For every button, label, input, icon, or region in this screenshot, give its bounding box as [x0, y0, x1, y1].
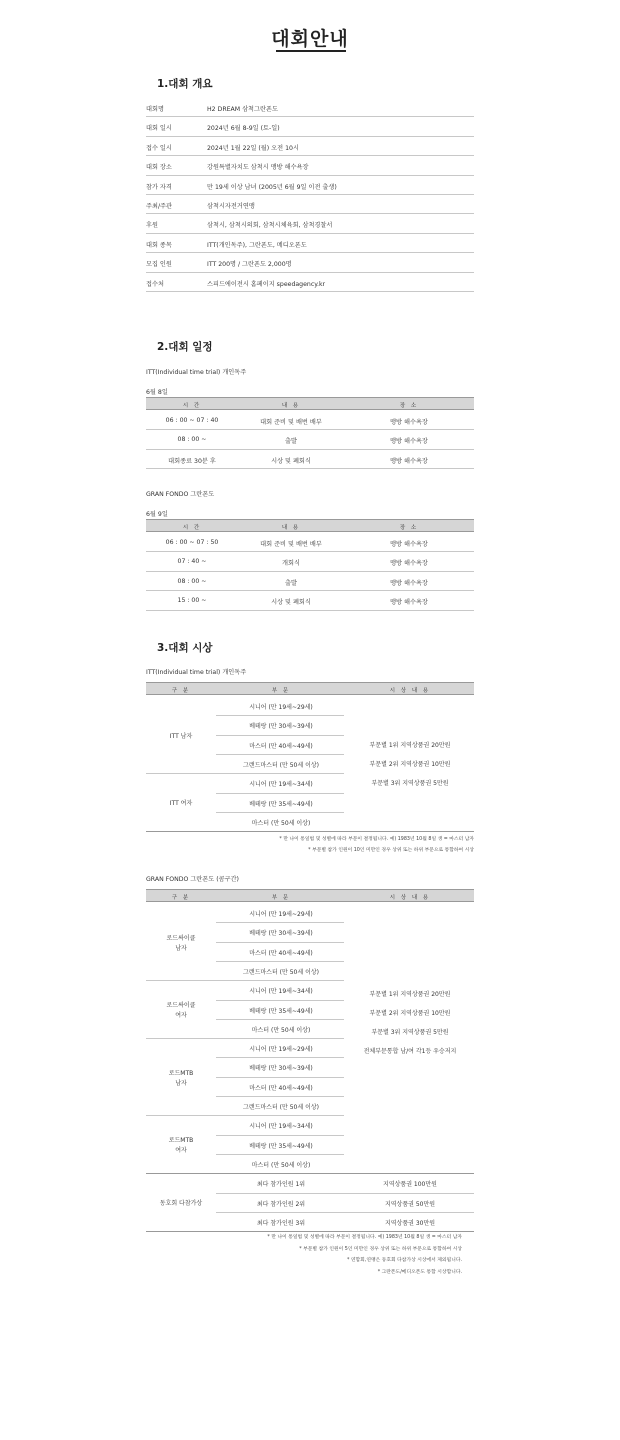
prize-text: 부문별 2위 지역상품권 10만원: [369, 761, 451, 768]
row-divider: [216, 735, 344, 736]
schedule-row: [146, 430, 474, 449]
overview-key: 대회 종목: [146, 241, 172, 249]
schedule-row: [146, 552, 474, 571]
group-label-line2: 남자: [175, 1079, 187, 1087]
itt-awards-header: [146, 682, 474, 695]
overview-key: 접수처: [146, 280, 164, 288]
header-group: 구 분: [171, 895, 191, 901]
overview-heading: 1.대회 개요: [157, 78, 213, 90]
table-bottom: [146, 831, 474, 832]
division-label: 마스터 (만 40세~49세): [249, 949, 313, 957]
group-label-line2: 여자: [175, 1147, 187, 1155]
schedule-content: 대회 준비 및 배번 배부: [260, 541, 322, 548]
group-label-line2: 여자: [175, 1012, 187, 1020]
row-divider: [216, 1019, 344, 1020]
gf-schedule-label: GRAN FONDO 그란폰도: [146, 491, 215, 498]
schedule-heading: 2.대회 일정: [157, 341, 213, 353]
division-label: 베테랑 (만 35세~49세): [249, 1142, 313, 1150]
header-time: 시 간: [182, 525, 202, 531]
itt-awards-label: ITT(Individual time trial) 개인독주: [146, 669, 247, 676]
overview-row: [146, 156, 474, 175]
prize-text: 부문별 3위 지역상품권 5만원: [371, 1029, 449, 1036]
header-division: 부 문: [271, 688, 291, 694]
division-label: 베테랑 (만 30세~39세): [249, 1065, 313, 1073]
page-title: 대회안내: [271, 28, 349, 50]
group-divider: [146, 980, 344, 981]
footnote: * 만 나이 통일법 및 성별에 따라 부문이 결정됩니다. 예) 1983년 10월 8일 생 = 마스터 남자: [267, 1235, 462, 1240]
overview-row: [146, 253, 474, 272]
overview-key: 대회 장소: [146, 164, 172, 172]
row-divider: [216, 1154, 344, 1155]
overview-key: 주최/주관: [146, 203, 172, 210]
club-division: 최다 참가인원 2위: [256, 1200, 306, 1208]
division-label: 시니어 (만 19세~34세): [249, 988, 313, 996]
schedule-row: [146, 450, 474, 469]
row-divider: [216, 793, 344, 794]
schedule-row: [146, 533, 474, 552]
division-label: 마스터 (만 50세 이상): [251, 1161, 311, 1169]
division-label: 베테랑 (만 30세~39세): [249, 930, 313, 938]
schedule-time: 대회종료 30분 후: [168, 457, 216, 465]
overview-key: 모집 인원: [146, 261, 172, 269]
club-prize: 지역상품권 30만원: [384, 1219, 436, 1227]
group-label-line1: 로드MTB: [168, 1137, 194, 1145]
overview-value: 스피드에이전시 홈페이지 speedagency.kr: [207, 280, 326, 288]
row-divider: [216, 1135, 344, 1136]
prize-text: 부문별 3위 지역상품권 5만원: [371, 780, 449, 787]
schedule-row: [146, 572, 474, 591]
group-label-itt-female: ITT 여자: [169, 800, 193, 808]
overview-key: 대회 일시: [146, 125, 172, 133]
itt-schedule-date: 6월 8일: [146, 389, 168, 396]
schedule-content: 개회식: [282, 560, 300, 568]
schedule-place: 맹방 해수욕장: [390, 599, 428, 607]
club-division: 최다 참가인원 3위: [256, 1219, 306, 1227]
footnote: * 그란폰도/메디오폰도 통합 시상합니다.: [377, 1269, 462, 1275]
header-division: 부 문: [271, 895, 291, 901]
row-divider: [216, 715, 344, 716]
division-label: 그랜드마스터 (만 50세 이상): [243, 968, 319, 976]
row-divider: [216, 1057, 344, 1058]
group-divider: [146, 1115, 344, 1116]
schedule-time: 06 : 00 ~ 07 : 50: [165, 539, 219, 546]
schedule-time: 08 : 00 ~: [177, 577, 207, 585]
division-label: 마스터 (만 50세 이상): [251, 819, 311, 827]
gf-schedule-header: [146, 519, 474, 532]
footnote: * 부문별 참가 인원이 10인 미만인 경우 상위 또는 하위 부문으로 통합하여 시상: [308, 848, 474, 853]
row-divider: [216, 942, 344, 943]
awards-heading: 3.대회 시상: [157, 642, 213, 654]
overview-value: 만 19세 이상 남녀 (2005년 6월 9일 이전 출생): [207, 183, 337, 191]
division-label: 마스터 (만 40세~49세): [249, 1084, 313, 1092]
schedule-content: 시상 및 폐회식: [271, 457, 311, 465]
overview-value: ITT 200명 / 그란폰도 2,000명: [207, 261, 292, 269]
overview-row: [146, 273, 474, 292]
division-label: 베테랑 (만 30세~39세): [249, 723, 313, 731]
schedule-place: 맹방 해수욕장: [390, 560, 428, 568]
gf-awards-header: [146, 889, 474, 902]
group-label-line2: 남자: [175, 944, 187, 952]
group-label-line1: 로드싸이클: [166, 1002, 196, 1010]
group-divider: [146, 1038, 344, 1039]
club-prize: 지역상품권 100만원: [383, 1181, 437, 1189]
schedule-place: 맹방 해수욕장: [390, 419, 428, 426]
header-group: 구 분: [171, 688, 191, 694]
schedule-row: [146, 411, 474, 430]
row-divider: [216, 1000, 344, 1001]
division-label: 그랜드마스터 (만 50세 이상): [243, 1104, 319, 1111]
gf-schedule-date: 6월 9일: [146, 511, 168, 518]
overview-key: 후원: [146, 222, 158, 230]
row-divider: [216, 961, 344, 962]
schedule-time: 06 : 00 ~ 07 : 40: [165, 417, 219, 424]
overview-value: 삼척시자전거연맹: [207, 203, 255, 210]
footnote: * 부문별 참가 인원이 5인 미만인 경우 상위 또는 하위 부문으로 통합하여 시상: [299, 1246, 462, 1252]
schedule-row: [146, 591, 474, 610]
overview-row: [146, 176, 474, 195]
schedule-time: 15 : 00 ~: [177, 597, 207, 605]
header-content: 내 용: [281, 403, 301, 409]
schedule-content: 대회 준비 및 배번 배부: [260, 419, 322, 426]
division-label: 시니어 (만 19세~34세): [249, 1123, 313, 1131]
division-label: 베테랑 (만 35세~49세): [249, 800, 313, 808]
header-prize: 시 상 내 용: [389, 688, 431, 694]
schedule-place: 맹방 해수욕장: [390, 579, 428, 587]
footnote: * 연합회,연맹은 동호회 다참가상 시상에서 제외됩니다.: [346, 1258, 462, 1263]
overview-row: [146, 234, 474, 253]
footnote: * 만 나이 통일법 및 성별에 따라 부문이 결정됩니다. 예) 1983년 10월 8일 생 = 마스터 남자: [279, 837, 474, 842]
overview-row: [146, 195, 474, 214]
header-content: 내 용: [281, 525, 301, 531]
group-label-itt-male: ITT 남자: [169, 732, 193, 740]
overview-value: 삼척시, 삼척시의회, 삼척시체육회, 삼척경찰서: [207, 222, 333, 230]
overview-value: 2024년 6월 8-9일 (토-일): [207, 125, 280, 133]
header-place: 장 소: [399, 525, 419, 531]
overview-value: H2 DREAM 삼척그란폰도: [207, 106, 278, 113]
row-divider: [216, 754, 344, 755]
division-label: 마스터 (만 40세~49세): [249, 742, 313, 750]
group-label-line1: 로드싸이클: [166, 934, 196, 942]
division-label: 마스터 (만 50세 이상): [251, 1026, 311, 1034]
prize-section-divider: [146, 1173, 474, 1174]
overview-value: ITT(개인독주), 그란폰도, 메디오폰도: [207, 241, 307, 249]
header-time: 시 간: [182, 403, 202, 409]
itt-schedule-label: ITT(Individual time trial) 개인독주: [146, 369, 247, 376]
prize-text: 부문별 1위 지역상품권 20만원: [369, 742, 451, 749]
schedule-time: 08 : 00 ~: [177, 436, 207, 444]
prize-text: 부문별 1위 지역상품권 20만원: [369, 991, 451, 998]
division-label: 시니어 (만 19세~29세): [249, 911, 313, 918]
overview-value: 2024년 1월 22일 (월) 오전 10시: [207, 144, 299, 152]
schedule-content: 출발: [285, 579, 297, 587]
division-label: 시니어 (만 19세~34세): [249, 781, 313, 789]
itt-schedule-header: [146, 397, 474, 410]
overview-row: [146, 214, 474, 233]
division-label: 베테랑 (만 35세~49세): [249, 1007, 313, 1015]
row-divider: [216, 1096, 344, 1097]
row-divider: [216, 1077, 344, 1078]
header-place: 장 소: [399, 403, 419, 409]
header-prize: 시 상 내 용: [389, 895, 431, 901]
schedule-place: 맹방 해수욕장: [390, 541, 428, 548]
overview-key: 대회명: [146, 106, 164, 113]
division-label: 시니어 (만 19세~29세): [249, 1046, 313, 1054]
row-divider: [216, 1212, 474, 1213]
overview-value: 강원특별자치도 삼척시 맹방 해수욕장: [207, 164, 309, 172]
title-underline: [276, 50, 346, 52]
overview-row: [146, 117, 474, 136]
overview-key: 접수 일시: [146, 144, 172, 152]
prize-text: 전체부문통합 남/여 각1등 우승저지: [363, 1048, 457, 1055]
group-label-line1: 로드MTB: [168, 1069, 194, 1077]
row-divider: [216, 812, 344, 813]
club-group-label: 동호회 다참가상: [159, 1200, 203, 1208]
gf-awards-label: GRAN FONDO 그란폰도 (콤구간): [146, 876, 239, 883]
overview-row: [146, 137, 474, 156]
table-bottom: [146, 1231, 474, 1232]
schedule-place: 맹방 해수욕장: [390, 457, 428, 465]
schedule-place: 맹방 해수욕장: [390, 438, 428, 446]
overview-row: [146, 98, 474, 117]
club-prize: 지역상품권 50만원: [384, 1200, 436, 1208]
division-label: 시니어 (만 19세~29세): [249, 704, 313, 711]
schedule-content: 시상 및 폐회식: [271, 599, 311, 607]
row-divider: [216, 922, 344, 923]
schedule-time: 07 : 40 ~: [177, 558, 207, 566]
overview-key: 참가 자격: [146, 183, 172, 191]
schedule-content: 출발: [285, 438, 297, 446]
prize-text: 부문별 2위 지역상품권 10만원: [369, 1010, 451, 1017]
row-divider: [216, 1193, 474, 1194]
division-label: 그랜드마스터 (만 50세 이상): [243, 761, 319, 769]
group-divider: [146, 773, 344, 774]
club-division: 최다 참가인원 1위: [256, 1181, 306, 1189]
